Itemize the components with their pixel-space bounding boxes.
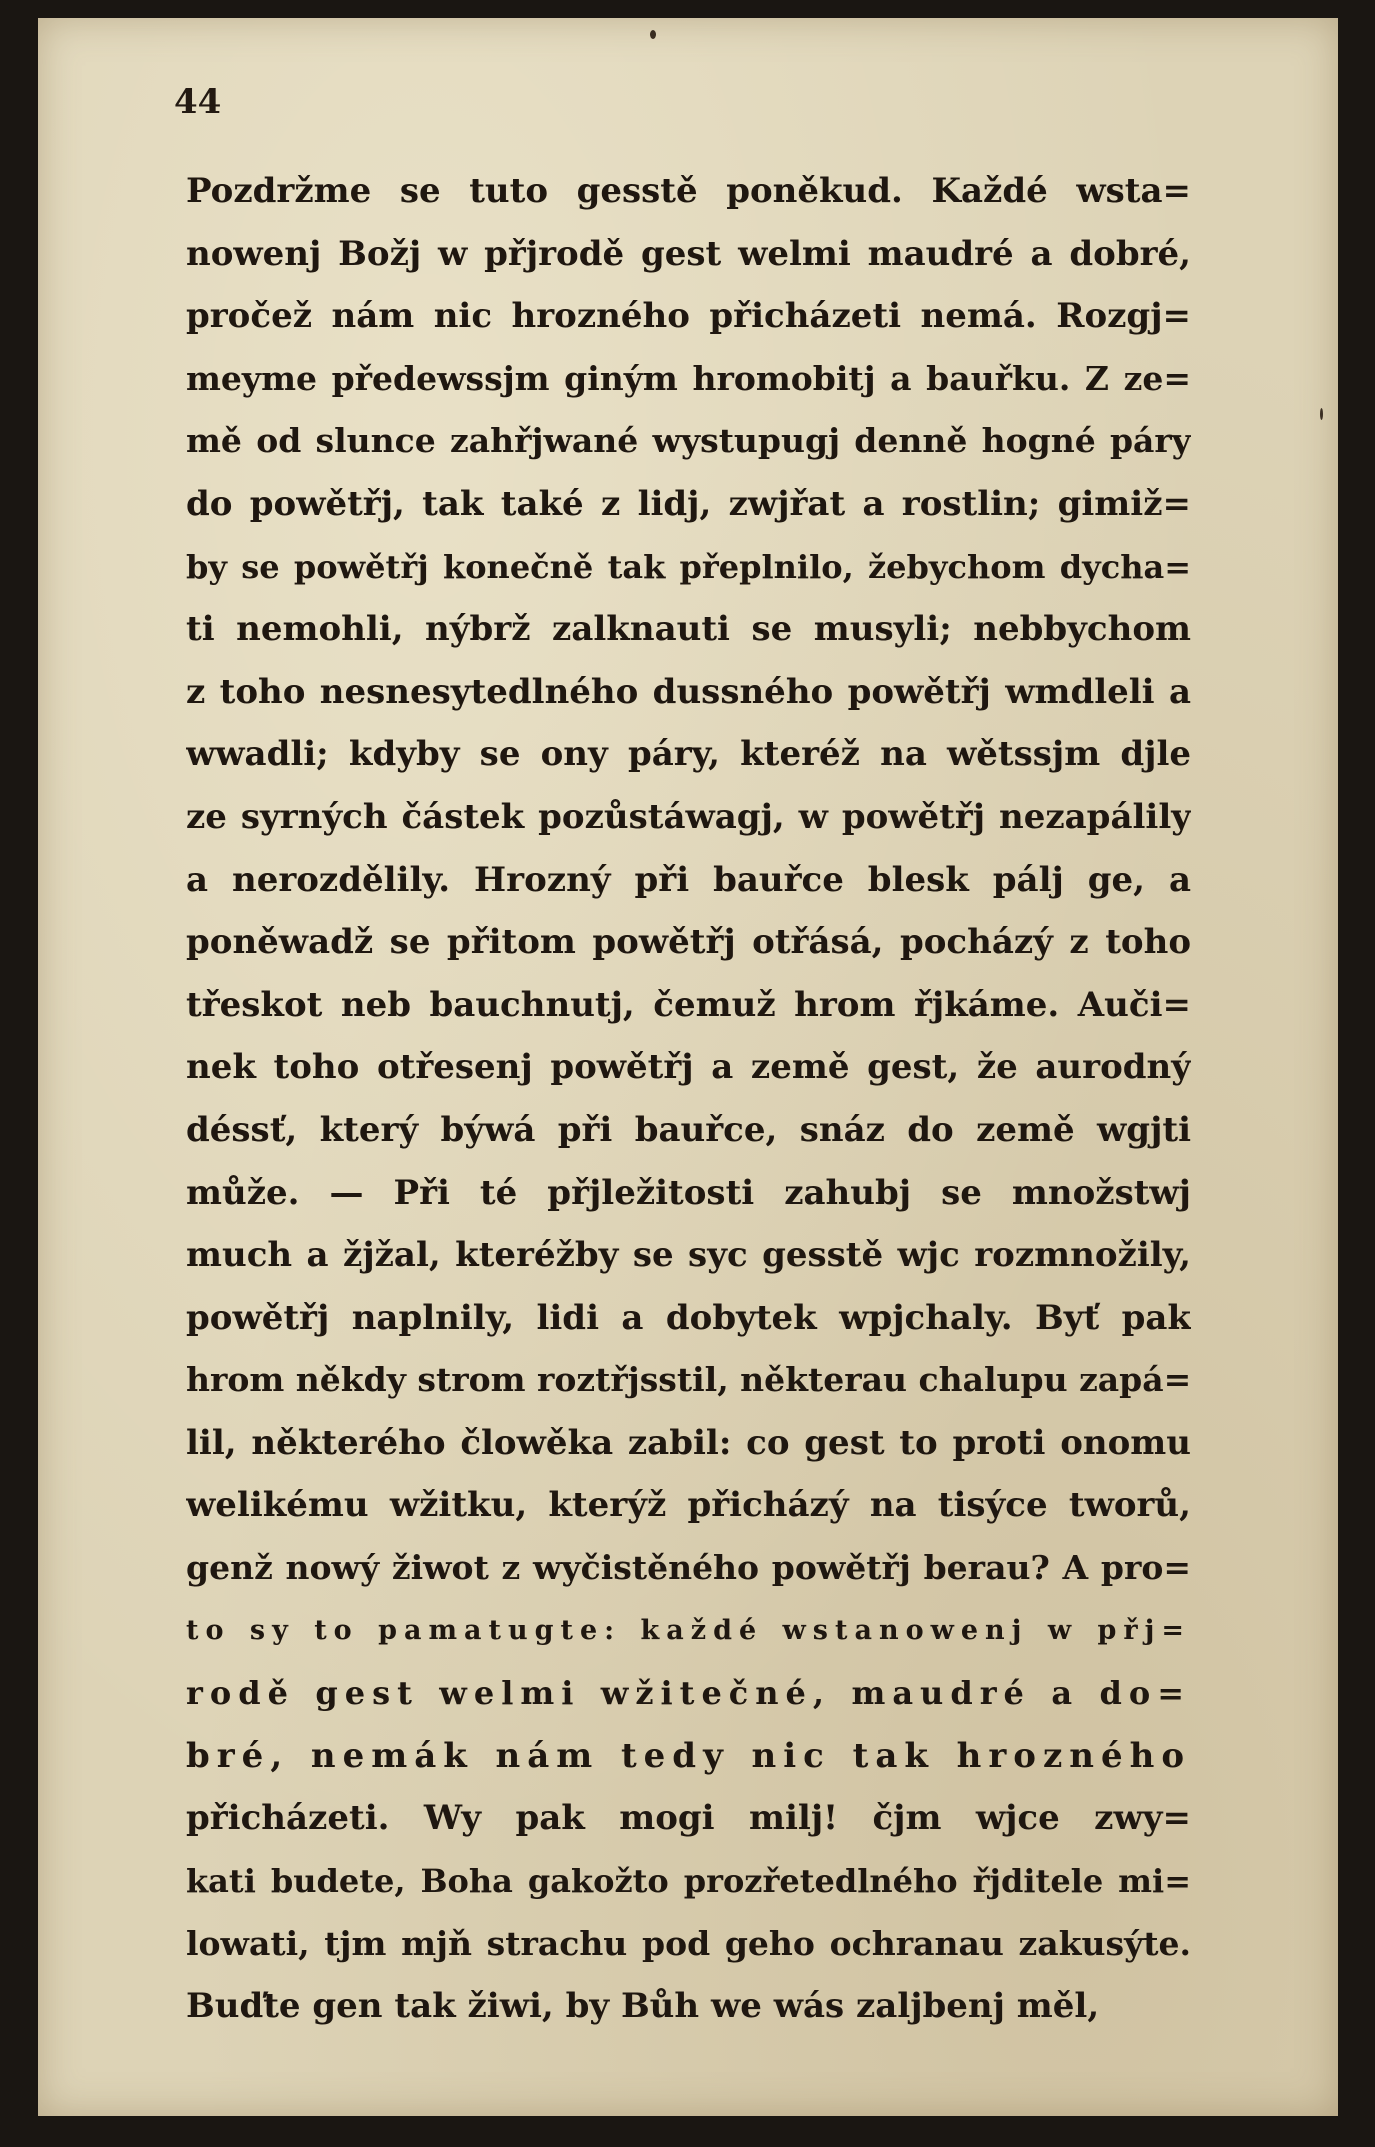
text-line: ti nemohli, nýbrž zalknauti se musyli; nebbychom [186,609,1191,650]
text-line: ze syrných částek pozůstáwagj, w powětřj nezapálily [186,796,1191,837]
text-line: by se powětřj konečně tak přeplnilo, žebychom dycha= [186,547,1191,586]
text-line: může. — Při té přjležitosti zahubj se množstwj [186,1172,1191,1213]
text-line: pročež nám nic hrozného přicházeti nemá. Rozgj= [186,296,1191,337]
text-line: přicházeti. Wy pak mogi milj! čjm wjce zwy= [186,1798,1191,1839]
text-line: lowati, tjm mjň strachu pod geho ochranau zakusýte. [186,1923,1191,1963]
text-line: poněwadž se přitom powětřj otřásá, pocházý z toho [186,922,1191,963]
text-line: welikému wžitku, kterýž přicházý na tisýce tworů, [186,1485,1191,1526]
text-line: meyme předewssjm giným hromobitj a bauřku. Z ze= [186,358,1191,398]
emphasized-text-line: bré, nemák nám tedy nic tak hrozného [186,1735,1191,1776]
text-line: a nerozdělily. Hrozný při bauřce blesk pálj ge, a [186,859,1191,900]
text-line: z toho nesnesytedlného dussného powětřj wmdleli a [186,671,1191,712]
emphasized-text-line: to sy to pamatugte: každé wstanowenj w přj= [186,1614,1191,1646]
paper-speck [1320,408,1323,420]
paper-speck [650,30,656,39]
text-line: Pozdržme se tuto gesstě poněkud. Každé wsta= [186,171,1191,211]
text-line: lil, některého člowěka zabil: co gest to proti onomu [186,1422,1191,1463]
text-line: wwadli; kdyby se ony páry, kteréž na wětssjm djle [186,734,1191,775]
page-number: 44 [174,82,222,122]
text-line: déssť, který býwá při bauřce, snáz do země wgjti [186,1109,1191,1150]
text-line: do powětřj, tak také z lidj, zwjřat a rostlin; gimiž= [186,483,1191,524]
body-text [186,160,1191,2038]
emphasized-text-line: rodě gest welmi wžitečné, maudré a do= [186,1674,1191,1713]
text-line: much a žjžal, kteréžby se syc gesstě wjc rozmnožily, [186,1235,1191,1276]
text-line: nowenj Božj w přjrodě gest welmi maudré a dobré, [186,233,1191,274]
text-line: powětřj naplnily, lidi a dobytek wpjchaly. Byť pak [186,1297,1191,1338]
text-line: nek toho otřesenj powětřj a země gest, že aurodný [186,1047,1191,1088]
text-line: genž nowý žiwot z wyčistěného powětřj berau? A pro= [186,1548,1191,1588]
text-line: Buďte gen tak žiwi, by Bůh we wás zaljbenj měl, [186,1986,1100,2027]
text-line: kati budete, Boha gakožto prozřetedlného řjditele mi= [186,1862,1191,1901]
text-line: hrom někdy strom roztřjsstil, některau chalupu zapá= [186,1360,1191,1400]
text-line: třeskot neb bauchnutj, čemuž hrom řjkáme. Auči= [186,984,1191,1025]
text-line: mě od slunce zahřjwané wystupugj denně hogné páry [186,421,1191,461]
